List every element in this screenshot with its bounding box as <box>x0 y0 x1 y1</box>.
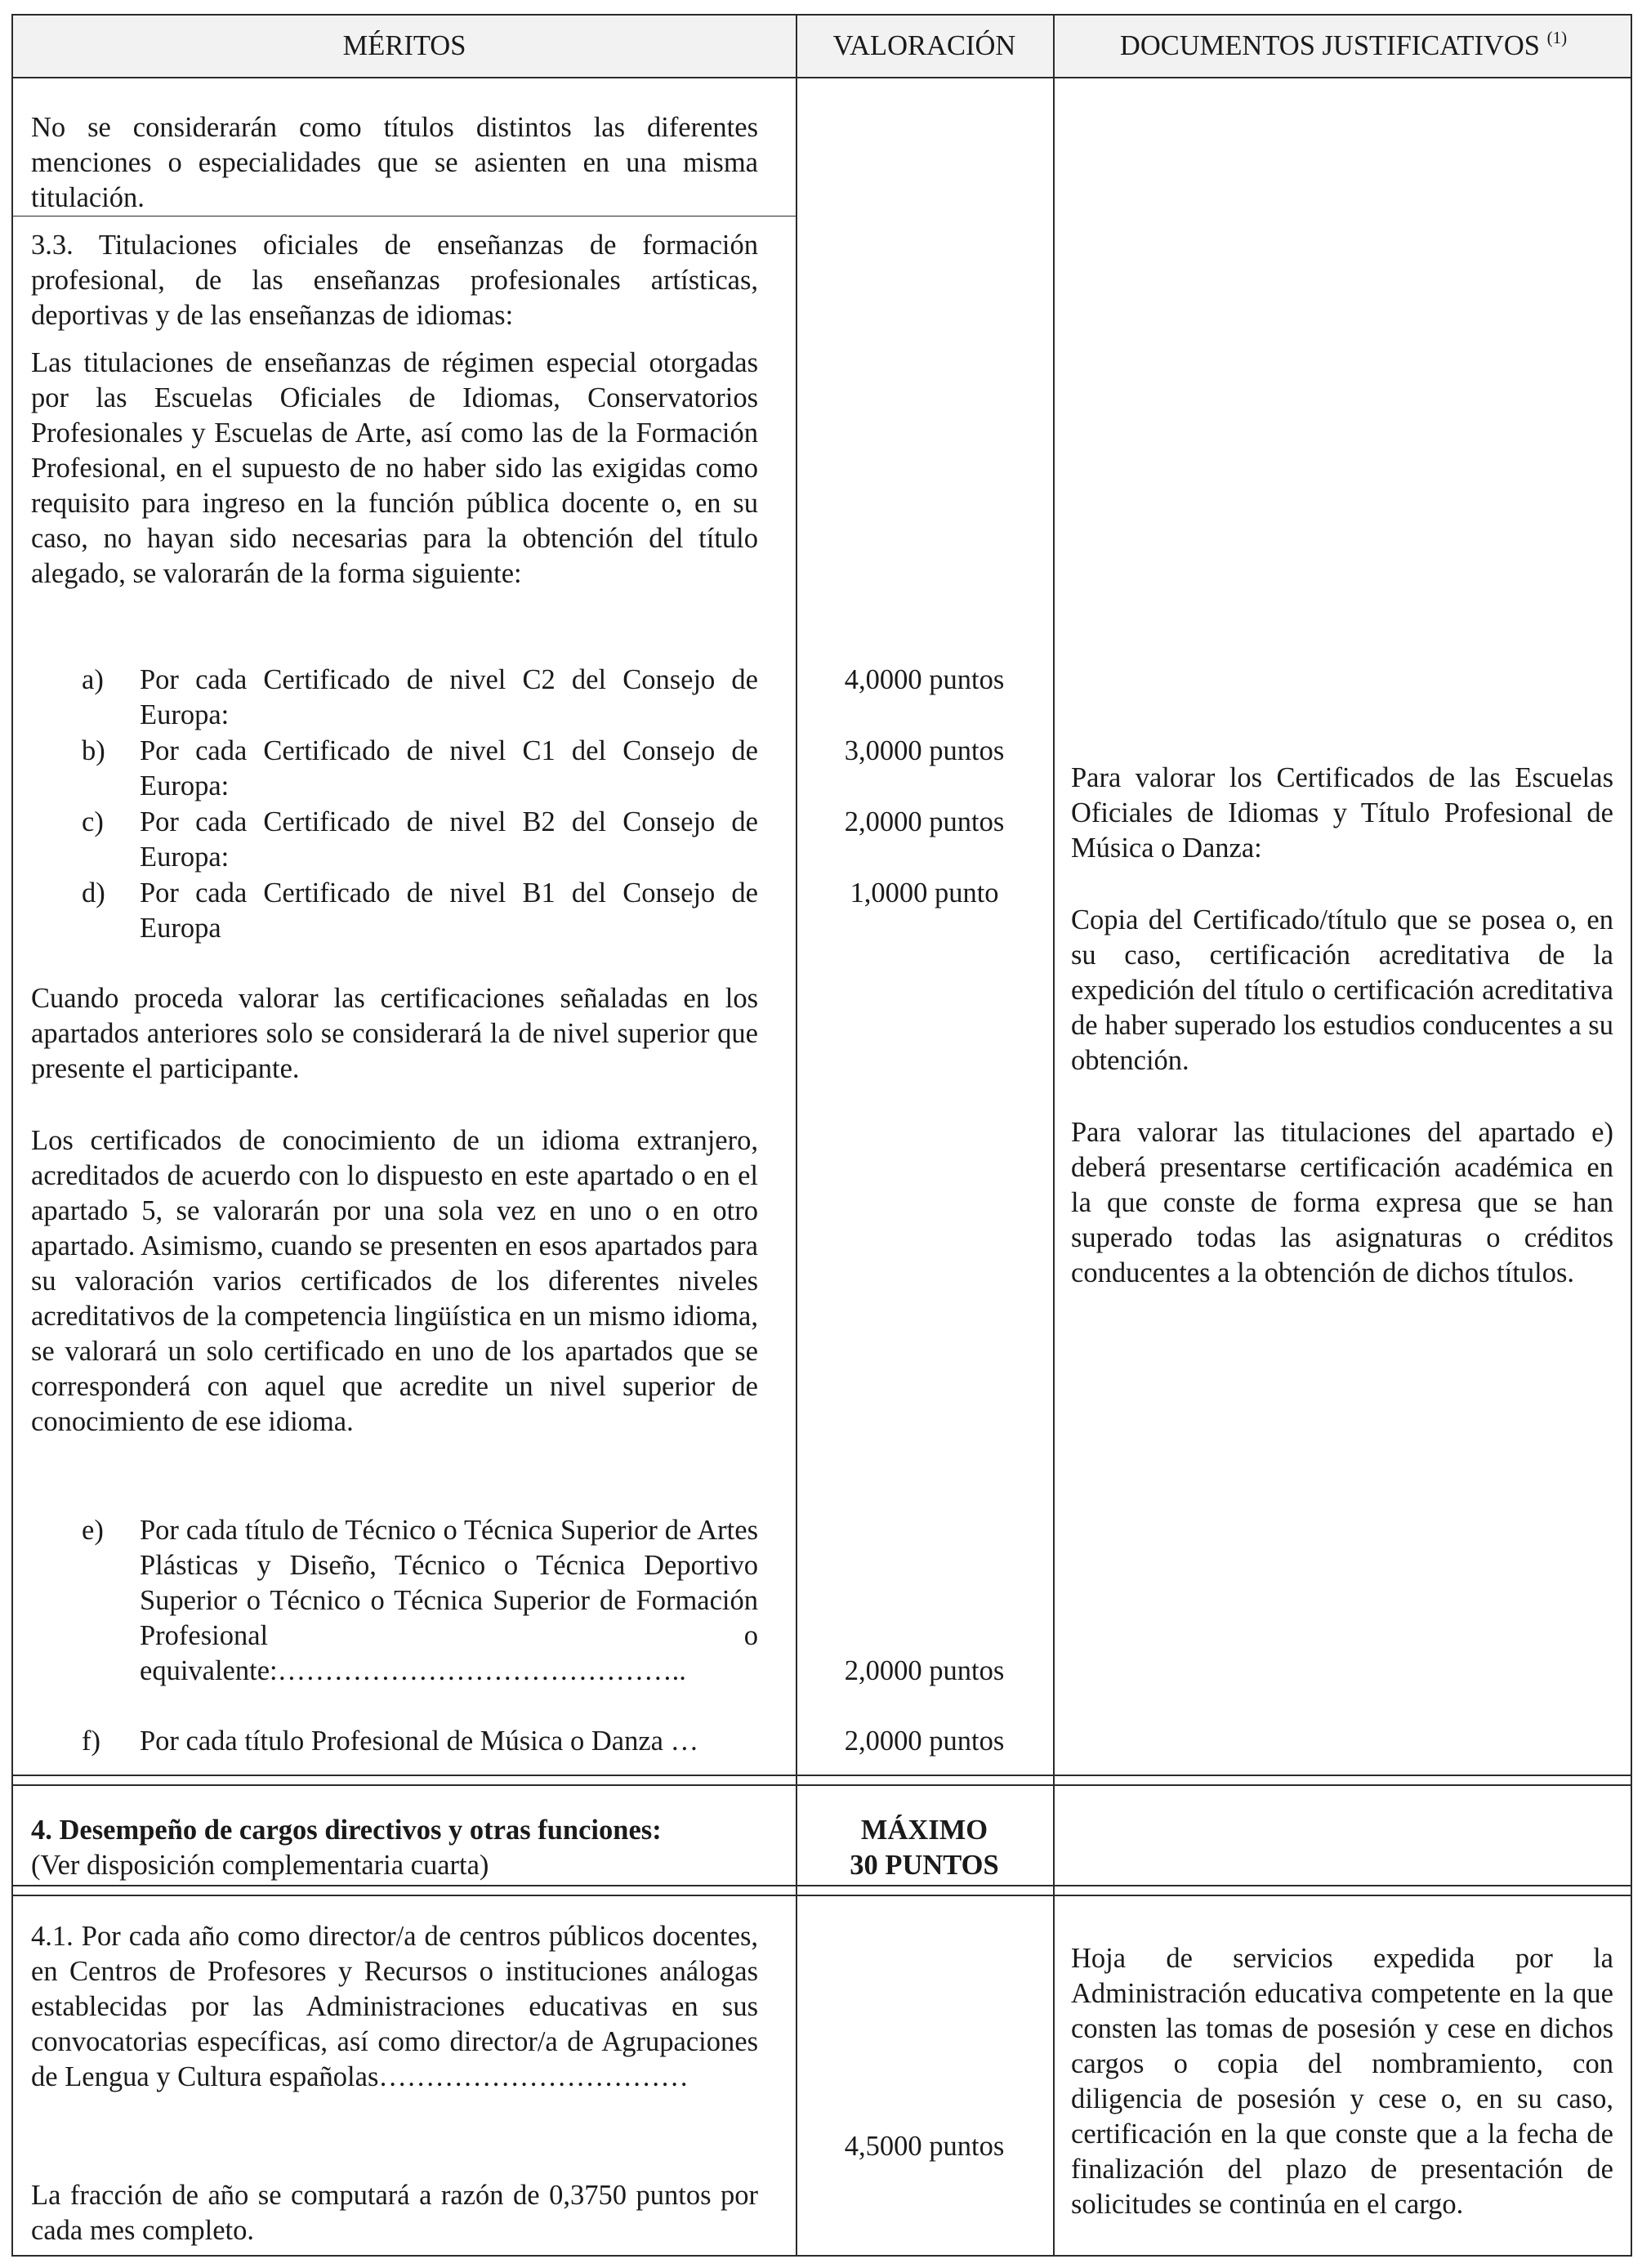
item-letter: c) <box>82 806 104 837</box>
item-text: Por cada título Profesional de Música o Danza … <box>140 1726 699 1757</box>
item-text: Por cada Certificado de nivel B1 del Consejo de <box>140 877 758 909</box>
item-points: 2,0000 puntos <box>844 1726 1005 1757</box>
row-divider <box>13 216 796 217</box>
item-letter: e) <box>82 1515 104 1546</box>
section-4-max-line1: MÁXIMO <box>860 1815 988 1846</box>
item-points: 2,0000 puntos <box>844 806 1005 837</box>
docs-paragraph-1: Para valorar los Certificados de las Escuelas Oficiales de Idiomas y Título Profesional de Música o Danza: <box>1071 762 1613 864</box>
item-text: Europa: <box>140 699 230 730</box>
item-text: Por cada Certificado de nivel B2 del Consejo de <box>140 806 758 837</box>
section-4-1-fraction: La fracción de año se computará a razón de 0,3750 puntos por cada mes completo. <box>31 2180 758 2246</box>
docs-paragraph-3: Para valorar las titulaciones del apartado e) deberá presentarse certificación académica en la que conste de forma expresa que se han superado todas las asignaturas o créditos conducentes a la obtención de dichos títulos. <box>1071 1117 1613 1288</box>
paragraph-idioma: Los certificados de conocimiento de un idioma extranjero, acreditados de acuerdo con lo dispuesto en este apartado o en el apartado 5, se valorarán por una sola vez en uno o en otro apartado. Asimismo, cuando se presenten en esos apartados para su valoración varios certificados de los diferentes niveles acreditativos de la competencia lingüística en un mismo idioma, se valorará un solo certificado en uno de los apartados que se corresponderá con aquel que acredite un nivel superior de conocimiento de ese idioma. <box>31 1125 758 1437</box>
section-4-title: 4. Desempeño de cargos directivos y otras funciones: <box>31 1815 662 1846</box>
item-text: Europa: <box>140 842 230 873</box>
item-letter: f) <box>82 1726 100 1757</box>
header-valoracion: VALORACIÓN <box>832 30 1016 61</box>
section-4-subtitle: (Ver disposición complementaria cuarta) <box>31 1850 489 1881</box>
section-4-max-line2: 30 PUNTOS <box>850 1850 999 1881</box>
row-divider <box>13 1784 1631 1786</box>
item-points: 3,0000 puntos <box>844 735 1005 766</box>
merits-table <box>11 14 1632 2257</box>
row-divider <box>13 77 1631 78</box>
item-text: Europa: <box>140 770 230 801</box>
item-text-last-line: equivalente:…………………………………….. <box>140 1655 686 1686</box>
item-points: 2,0000 puntos <box>844 1655 1005 1686</box>
section-3-3-title: 3.3. Titulaciones oficiales de enseñanzas de formación profesional, de las enseñanzas profesionales artísticas, deportivas y de las enseñanzas de idiomas: <box>31 230 758 331</box>
row-divider <box>13 1885 1631 1886</box>
item-points: 4,0000 puntos <box>844 664 1005 695</box>
column-divider <box>1053 16 1055 2255</box>
section-4-1-docs: Hoja de servicios expedida por la Administración educativa competente en la que consten las tomas de posesión y cese en dichos cargos o copia del nombramiento, con diligencia de posesión y cese o, en su caso, certificación en la que conste que a la fecha de finalización del plazo de presentación de solicitudes se continúa en el cargo. <box>1071 1943 1613 2220</box>
paragraph-nivel-superior: Cuando proceda valorar las certificaciones señaladas en los apartados anteriores solo se considerará la de nivel superior que presente el participante. <box>31 983 758 1084</box>
item-text: Por cada título de Técnico o Técnica Superior de Artes Plásticas y Diseño, Técnico o Técnica Deportivo Superior o Técnico o Técnica Superior de Formación Profesional o <box>140 1515 758 1651</box>
item-text: Europa <box>140 913 221 944</box>
item-letter: d) <box>82 877 105 909</box>
item-points: 1,0000 punto <box>850 877 999 909</box>
header-documentos: DOCUMENTOS JUSTIFICATIVOS $^{(1)}$ <box>1119 28 1568 61</box>
item-letter: a) <box>82 664 104 695</box>
section-3-3-intro: Las titulaciones de enseñanzas de régimen especial otorgadas por las Escuelas Oficiales de Idiomas, Conservatorios Profesionales y Escuelas de Arte, así como las de la Formación Profesional, en el supuesto de no haber sido las exigidas como requisito para ingreso en la función pública docente o, en su caso, no hayan sido necesarias para la obtención del título alegado, se valorarán de la forma siguiente: <box>31 347 758 589</box>
intro-text: No se considerarán como títulos distintos las diferentes menciones o especialidades que se asienten en una misma titulación. <box>31 112 758 213</box>
row-divider <box>13 1895 1631 1896</box>
row-divider <box>13 1775 1631 1776</box>
section-4-1-points: 4,5000 puntos <box>844 2131 1005 2162</box>
item-text: Por cada Certificado de nivel C1 del Consejo de <box>140 735 758 766</box>
column-divider <box>796 16 797 2255</box>
section-4-1-text: 4.1. Por cada año como director/a de centros públicos docentes, en Centros de Profesores y Recursos o instituciones análogas establecidas por las Administraciones educativas en sus convocatorias específicas, así como director/a de Agrupaciones de Lengua y Cultura españolas…………………………… <box>31 1921 758 2092</box>
item-text: Por cada Certificado de nivel C2 del Consejo de <box>140 664 758 695</box>
docs-paragraph-2: Copia del Certificado/título que se posea o, en su caso, certificación acreditativa de la expedición del título o certificación acreditativa de haber superado los estudios conducentes a su obtención. <box>1071 904 1613 1076</box>
item-letter: b) <box>82 735 105 766</box>
header-meritos: MÉRITOS <box>342 30 466 61</box>
